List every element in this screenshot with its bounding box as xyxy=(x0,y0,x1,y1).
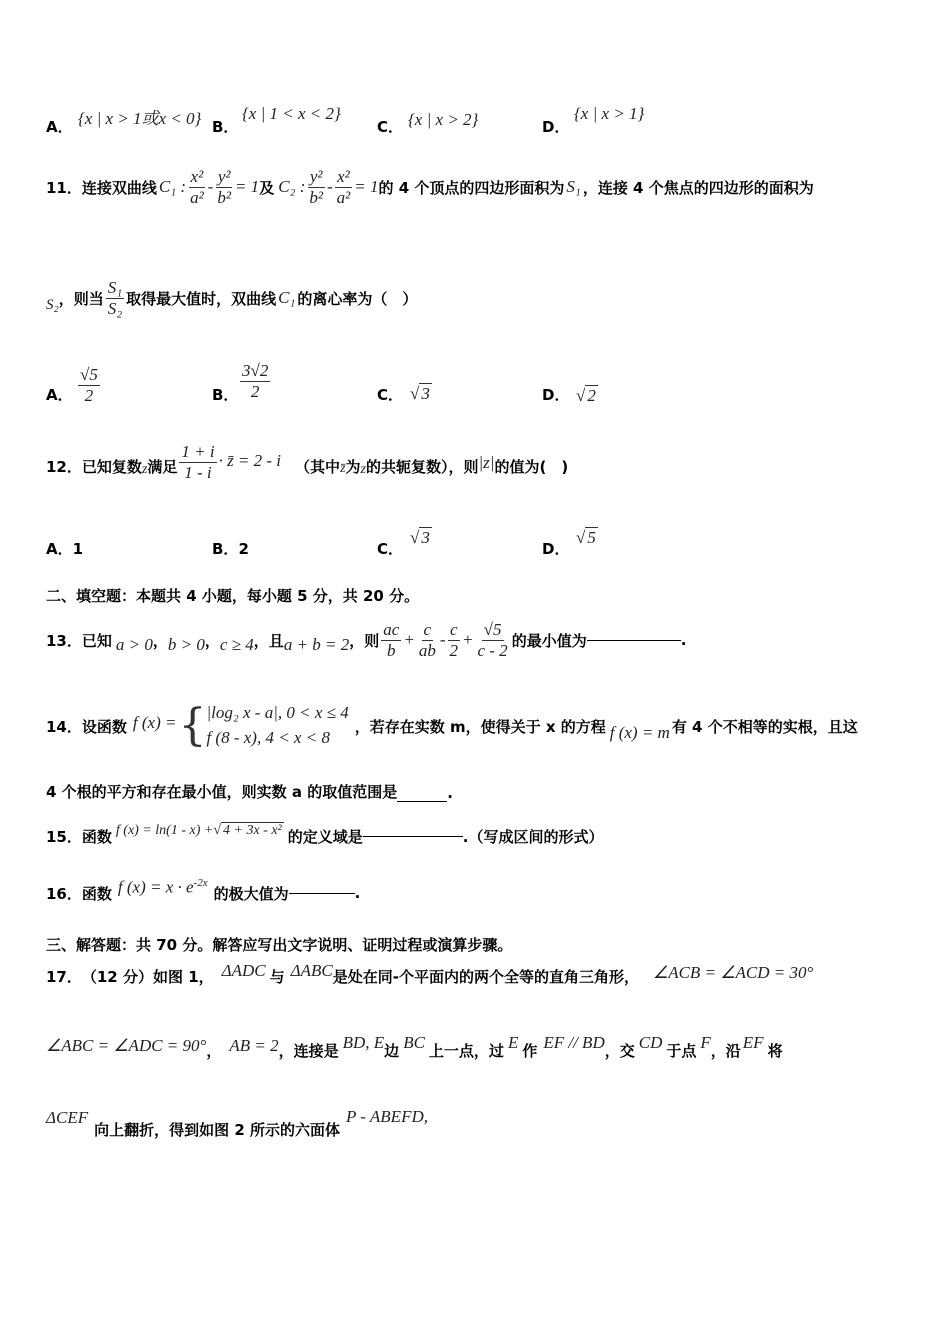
period: . xyxy=(680,631,687,649)
separator: ， xyxy=(204,631,220,650)
question-number: 13． xyxy=(46,631,82,650)
q12-text: 满足 xyxy=(147,457,178,476)
q15-text: 的定义域是 xyxy=(287,827,363,846)
q17-text: ，交 xyxy=(604,1041,635,1060)
q12-text: 的共轭复数），则 xyxy=(365,457,479,476)
separator: ， xyxy=(152,631,168,650)
operator: + xyxy=(461,630,474,649)
length-ab: AB = 2 xyxy=(229,1036,279,1055)
hyperbola-c1: C₁ : xyxy=(158,177,187,196)
question-number: 15． xyxy=(46,827,82,846)
segment-ef: EF xyxy=(742,1033,764,1052)
ratio-fraction: $\frac{\text{S₁}}{\text{S₂}}$ xyxy=(107,277,123,318)
option-sqrt: √ 2 xyxy=(576,386,596,405)
question-number: 16． xyxy=(46,884,82,903)
q11-text: 的 4 个顶点的四边形面积为 xyxy=(378,178,565,197)
option-label: A． xyxy=(46,118,73,136)
q17-text: 将 xyxy=(767,1041,783,1060)
case-1: |log₂ x - a|, 0 < x ≤ 4 xyxy=(206,703,349,723)
function-expr: f $(x) = x \cdot e^{-2x}$ xyxy=(117,876,208,897)
option-expr: {x | 1 < x < 2} xyxy=(242,104,341,123)
question-number: 14． xyxy=(46,717,82,736)
piecewise-cases xyxy=(206,701,348,750)
minus: - xyxy=(326,177,333,196)
equals: = 1 xyxy=(234,177,260,196)
fraction: $\frac{1 + i}{1 - i}$ xyxy=(181,441,215,482)
case-2: f (8 - x), 4 < x < 8 xyxy=(206,728,330,747)
operator: - xyxy=(439,630,446,649)
q17-text: 是处在同-个平面内的两个全等的直角三角形， xyxy=(332,967,639,986)
q11-text: ，则当 xyxy=(58,289,104,308)
q11-text: ，连接 4 个焦点的四边形的面积为 xyxy=(582,178,814,197)
q12-line xyxy=(46,440,926,492)
q17-text: 作 xyxy=(522,1041,538,1060)
option-label: D． xyxy=(542,540,570,558)
section-heading: 三、解答题：共 70 分。解答应写出文字说明、证明过程或演算步骤。 xyxy=(46,936,513,954)
q13-text: 已知 xyxy=(81,631,112,650)
q12-text: （其中 xyxy=(295,457,341,476)
var-zbar: z̄ xyxy=(340,461,346,476)
question-number: 11． xyxy=(46,178,82,197)
q17-text: 与 xyxy=(269,967,285,986)
separator: ， xyxy=(253,631,269,650)
option-sqrt: √ 3 xyxy=(410,384,430,403)
triangle-adc: ΔADC xyxy=(221,961,266,980)
q14-text: ，若存在实数 m，使得关于 x 的方程 xyxy=(354,717,606,736)
equation: f (x) = m xyxy=(609,723,670,742)
option-label: C． xyxy=(377,386,404,404)
condition: a + b = 2 xyxy=(283,635,350,654)
q17-line3 xyxy=(46,1104,926,1144)
option-sqrt: √ 5 xyxy=(576,528,596,547)
s1: S₁ xyxy=(566,177,581,196)
answer-blank xyxy=(363,836,463,837)
option-fraction: $\frac{3√2}{2}$ xyxy=(242,361,269,401)
segment-cd: CD xyxy=(638,1033,663,1052)
hyperbola-c1: C₁ xyxy=(278,288,296,307)
fraction: $\frac{\text{y²}}{\text{b²}}$ xyxy=(309,166,323,207)
q12-text: 已知复数 xyxy=(81,457,142,476)
q11-text: 取得最大值时，双曲线 xyxy=(126,289,277,308)
equation: · z̄ = 2 - i xyxy=(218,451,282,470)
fraction: $\frac{c}{2}$ xyxy=(449,619,458,660)
q17-text: ， xyxy=(206,1041,222,1060)
function-f: f (x) = xyxy=(132,713,177,732)
option-fraction: $\frac{√5}{2}$ xyxy=(80,365,98,405)
angle-condition: ∠ACB = ∠ACD = 30° xyxy=(652,963,814,982)
var-z: z xyxy=(141,462,148,477)
q11-text: 连接双曲线 xyxy=(81,178,157,197)
q11-options xyxy=(46,362,926,412)
q17-text: 边 xyxy=(384,1041,400,1060)
period: . xyxy=(447,784,453,802)
option-label: B． xyxy=(212,386,239,404)
answer-blank xyxy=(289,893,355,894)
condition: a > 0 xyxy=(115,635,153,654)
option-label: B． xyxy=(212,118,239,136)
answer-blank xyxy=(587,640,681,641)
q17-text: 上一点，过 xyxy=(428,1041,504,1060)
q14-line2 xyxy=(46,781,453,802)
question-number: 12． xyxy=(46,457,82,476)
q17-text: 于点 xyxy=(666,1041,697,1060)
fraction: $\frac{ac}{b}$ xyxy=(383,619,400,660)
fraction: $\frac{\text{x²}}{\text{a²}}$ xyxy=(336,166,351,207)
q17-line1 xyxy=(46,956,926,996)
q13-text: ，则 xyxy=(349,631,380,650)
q15-text: .（写成区间的形式） xyxy=(462,827,604,846)
operator: + xyxy=(403,630,415,649)
option-expr: {x | x > 1或x < 0} xyxy=(78,109,202,128)
q14-text: 4 个根的平方和存在最小值，则实数 a 的取值范围是 xyxy=(46,783,398,801)
s2: S₂ xyxy=(46,296,59,313)
fraction: $\frac{\text{x²}}{\text{a²}}$ xyxy=(190,166,204,207)
period: . xyxy=(354,884,361,902)
q17-text: （12 分）如图 1， xyxy=(81,967,214,986)
q12-options xyxy=(46,526,926,560)
q11-text: 的离心率为（ ） xyxy=(297,289,418,308)
q11-line1 xyxy=(46,162,926,212)
option-label: A． xyxy=(46,386,73,404)
option-sqrt: √ 3 xyxy=(410,528,430,547)
option-label: C． xyxy=(377,540,404,558)
question-number: 17． xyxy=(46,967,82,986)
q10-options xyxy=(46,100,926,136)
q17-text: 向上翻折，得到如图 2 所示的六面体 xyxy=(94,1120,340,1139)
option-label: B．2 xyxy=(212,540,249,558)
q16-text: 的极大值为 xyxy=(213,884,289,903)
parallel-ef-bd: EF // BD xyxy=(543,1033,605,1052)
segment-bd: BD, E xyxy=(342,1033,385,1052)
q11-line2 xyxy=(46,272,926,324)
option-label: D． xyxy=(542,386,570,404)
q17-text: ，连接是 xyxy=(278,1041,339,1060)
option-label: C． xyxy=(377,118,404,136)
fraction: $\frac{c}{ab}$ xyxy=(418,619,436,660)
option-label: A．1 xyxy=(46,540,84,558)
q13-text: 的最小值为 xyxy=(511,631,587,650)
point-f: F xyxy=(700,1033,711,1052)
condition: c ≥ 4 xyxy=(219,635,254,654)
condition: b > 0 xyxy=(167,635,205,654)
minus: - xyxy=(207,177,214,196)
q15-line xyxy=(46,816,926,856)
section-heading: 二、填空题：本题共 4 小题，每小题 5 分，共 20 分。 xyxy=(46,587,420,605)
fraction: $\frac{\text{y²}}{\text{b²}}$ xyxy=(217,166,231,207)
q13-text: 且 xyxy=(268,631,284,650)
option-expr: {x | x > 1} xyxy=(574,104,645,123)
q17-text: ，沿 xyxy=(710,1041,741,1060)
point-e: E xyxy=(507,1033,519,1052)
option-expr: {x | x > 2} xyxy=(408,110,479,129)
q11-text: 及 xyxy=(259,178,275,197)
option-label: D． xyxy=(542,118,570,136)
piecewise xyxy=(178,701,348,750)
triangle-cef: ΔCEF xyxy=(46,1108,89,1127)
answer-blank xyxy=(397,801,447,802)
q12-text: 为 xyxy=(345,457,361,476)
q13-line xyxy=(46,612,926,668)
function-expr: f (x) = ln(1 - x) + xyxy=(115,823,214,838)
hexahedron: P - ABEFD, xyxy=(345,1107,428,1126)
angle-condition: ∠ABC = ∠ADC = 90° xyxy=(46,1036,207,1055)
q12-text: 的值为( ) xyxy=(494,457,569,476)
fraction: $\frac{√5}{c - 2}$ xyxy=(477,619,508,660)
q14-text: 有 4 个不相等的实根，且这 xyxy=(671,717,858,736)
hyperbola-c2: C₂ : xyxy=(278,177,306,196)
sqrt-expr: √ 4 + 3x - x² xyxy=(213,823,282,838)
q14-text: 设函数 xyxy=(81,717,127,736)
q17-line2 xyxy=(46,1030,926,1070)
q16-line xyxy=(46,873,926,913)
abs-z: |z| xyxy=(478,453,495,472)
equals: = 1 xyxy=(354,177,379,196)
var-z: z xyxy=(360,462,366,477)
triangle-abc: ΔABC xyxy=(290,961,333,980)
q14-line1 xyxy=(46,694,926,758)
segment-bc: BC xyxy=(403,1033,425,1052)
q15-text: 函数 xyxy=(81,827,112,846)
q16-text: 函数 xyxy=(81,884,112,903)
brace-icon: { xyxy=(178,700,207,751)
